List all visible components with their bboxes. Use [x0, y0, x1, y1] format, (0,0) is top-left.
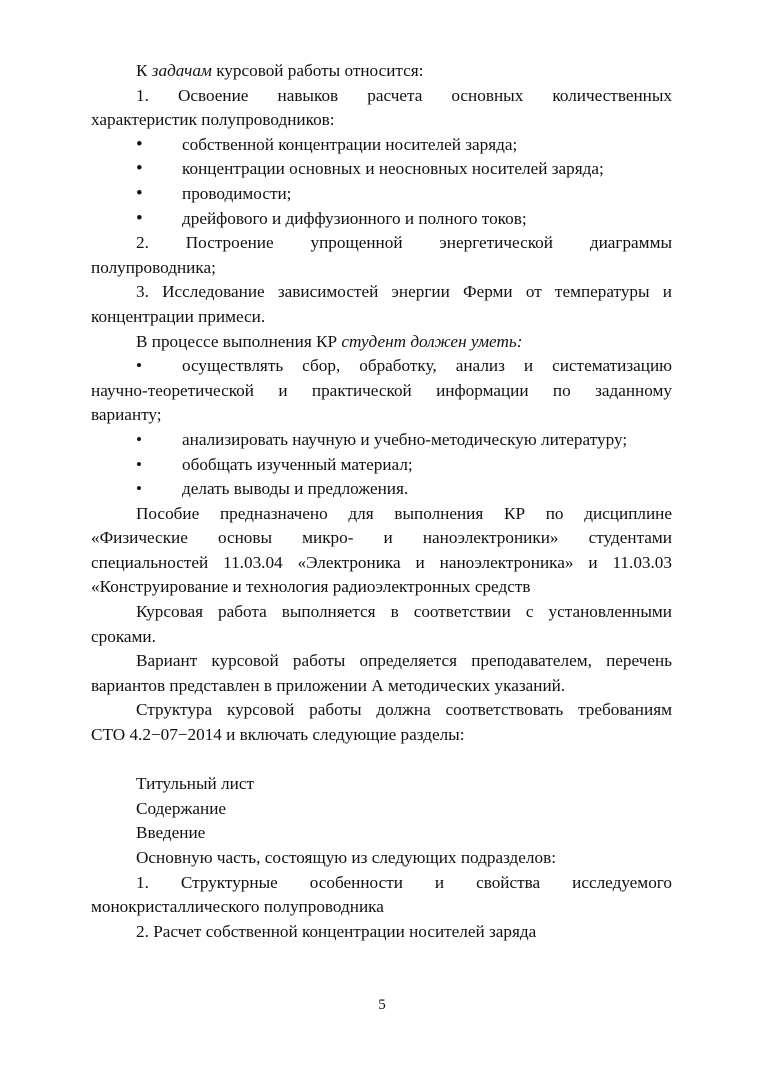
deadlines-line-1: Курсовая работа выполняется в соответствии с установленными — [136, 602, 672, 622]
skill-1-line-2: научно-теоретической и практической информации по заданному — [91, 380, 672, 400]
skills-emphasis: студент должен уметь: — [341, 331, 523, 351]
bullet-icon: • — [136, 207, 143, 229]
section-contents: Содержание — [136, 798, 227, 818]
list-item: • проводимости; — [91, 182, 672, 207]
task-3-line-1: 3. Исследование зависимостей энергии Ферми от температуры и — [136, 282, 672, 302]
variant-line-1: Вариант курсовой работы определяется преподавателем, перечень — [136, 651, 672, 671]
bullet-icon: • — [136, 479, 143, 499]
bullet-icon: • — [136, 454, 143, 474]
purpose-line-3: специальностей 11.03.04 «Электроника и наноэлектроника» и 11.03.03 — [91, 552, 672, 572]
purpose-line-4: «Конструирование и технология радиоэлектронных средств — [91, 577, 531, 597]
list-item: • дрейфового и диффузионного и полного токов; — [91, 207, 672, 232]
task-2-line-2: полупроводника; — [91, 257, 216, 277]
spacer — [91, 748, 672, 773]
bullet-icon: • — [136, 133, 143, 155]
bullet-icon: • — [136, 356, 143, 376]
list-item: • делать выводы и предложения. — [91, 477, 672, 502]
skill-1-line-3: варианту; — [91, 405, 162, 425]
tasks-emphasis: задачам — [151, 61, 212, 80]
subsection-2: 2. Расчет собственной концентрации носителей заряда — [136, 921, 537, 941]
structure-line-2: СТО 4.2−07−2014 и включать следующие разделы: — [91, 725, 465, 745]
deadlines-line-2: сроками. — [91, 626, 156, 646]
list-item: • осуществлять сбор, обработку, анализ и систематизацию — [91, 354, 672, 379]
task-1-line-2: характеристик полупроводников: — [91, 110, 335, 130]
bullet-icon: • — [136, 429, 143, 449]
task-2-line-1: 2. Построение упрощенной энергетической диаграммы — [136, 233, 672, 253]
tasks-intro: К задачам курсовой работы относится: — [136, 61, 424, 80]
variant-line-2: вариантов представлен в приложении А методических указаний. — [91, 675, 566, 695]
page-body — [91, 59, 672, 944]
task-1-line-1: 1. Освоение навыков расчета основных количественных — [136, 85, 672, 105]
structure-line-1: Структура курсовой работы должна соответствовать требованиям — [136, 700, 672, 720]
section-introduction: Введение — [136, 823, 206, 843]
bullet-icon: • — [136, 158, 143, 180]
bullet-icon: • — [136, 182, 143, 204]
section-title-page: Титульный лист — [136, 774, 254, 794]
list-item: • собственной концентрации носителей заряда; — [91, 133, 672, 158]
subsection-1-line-2: монокристаллического полупроводника — [91, 897, 384, 917]
list-item: • обобщать изученный материал; — [91, 453, 672, 478]
page-number: 5 — [378, 997, 386, 1013]
purpose-line-1: Пособие предназначено для выполнения КР по дисциплине — [136, 503, 672, 523]
task-3-line-2: концентрации примеси. — [91, 306, 266, 326]
subsection-1-line-1: 1. Структурные особенности и свойства исследуемого — [136, 872, 672, 892]
section-main-part: Основную часть, состоящую из следующих подразделов: — [136, 848, 556, 867]
skills-intro: В процессе выполнения КР студент должен уметь: — [136, 331, 523, 351]
purpose-line-2: «Физические основы микро- и наноэлектроники» студентами — [91, 528, 672, 548]
list-item: • концентрации основных и неосновных носителей заряда; — [91, 157, 672, 182]
list-item: • анализировать научную и учебно-методическую литературу; — [91, 428, 672, 453]
